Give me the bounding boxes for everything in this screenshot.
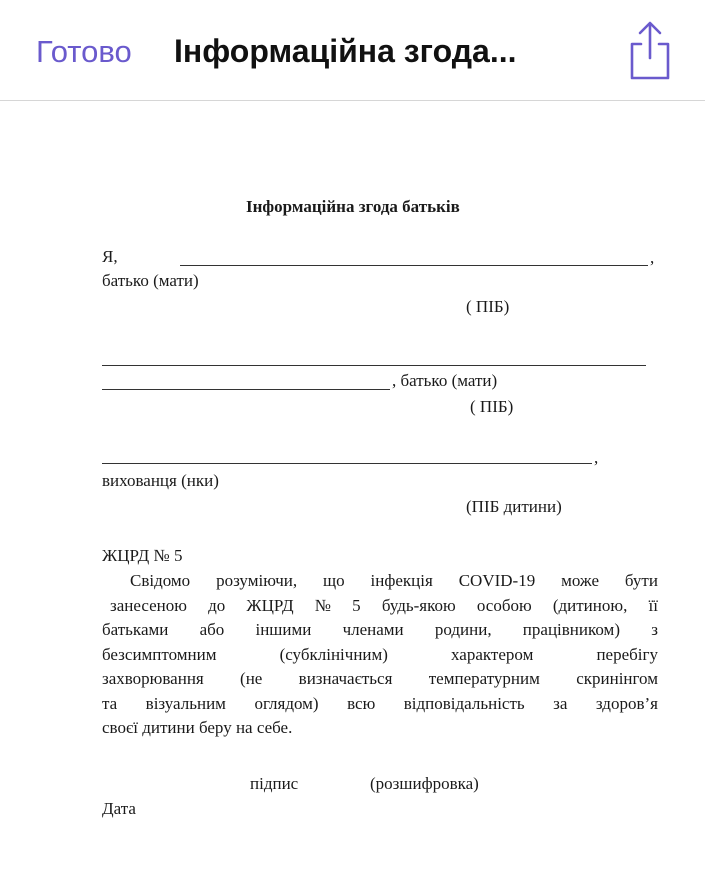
paragraph-line-2: занесеною до ЖЦРД № 5 будь-якою особою (дитиною, її [110, 595, 658, 615]
date-label: Дата [102, 799, 136, 818]
paragraph-line-5: захворювання (не визначається температурним скринінгом [102, 669, 658, 688]
navigation-bar [0, 0, 705, 101]
signature-label: підпис [250, 774, 299, 793]
comma-1: , [650, 248, 655, 267]
parent-name-line-1 [180, 265, 648, 266]
institution-label: ЖЦРД № 5 [102, 546, 183, 565]
pib-label-1: ( ПІБ) [466, 297, 510, 316]
child-label: вихованця (нки) [102, 471, 219, 490]
parent-name-line-2a [102, 365, 646, 366]
paragraph-line-6: та візуальним оглядом) всю відповідальність за здоров’я [102, 693, 658, 713]
parent-label-2: , батько (мати) [392, 371, 498, 390]
document-title: Інформаційна згода... [174, 33, 517, 69]
paragraph-line-3: батьками або іншими членами родини, працівником) з [102, 620, 658, 639]
consent-paragraph [102, 569, 658, 741]
child-name-line [102, 463, 592, 464]
document-heading: Інформаційна згода батьків [246, 197, 460, 216]
document-page [0, 101, 705, 872]
paragraph-line-7: своєї дитини беру на себе. [102, 718, 293, 737]
parent-label-1: батько (мати) [102, 271, 199, 290]
paragraph-line-4: безсимптомним (субклінічним) характером перебігу [102, 644, 658, 664]
i-label: Я, [102, 247, 118, 266]
decoding-label: (розшифровка) [370, 774, 479, 793]
pib-label-2: ( ПІБ) [470, 397, 514, 416]
share-icon[interactable] [626, 18, 674, 82]
parent-name-line-2b [102, 389, 390, 390]
comma-3: , [594, 448, 599, 467]
paragraph-line-1: Свідомо розуміючи, що інфекція COVID-19 може бути [130, 571, 658, 590]
done-button[interactable]: Готово [36, 34, 132, 69]
child-pib-label: (ПІБ дитини) [466, 497, 562, 516]
